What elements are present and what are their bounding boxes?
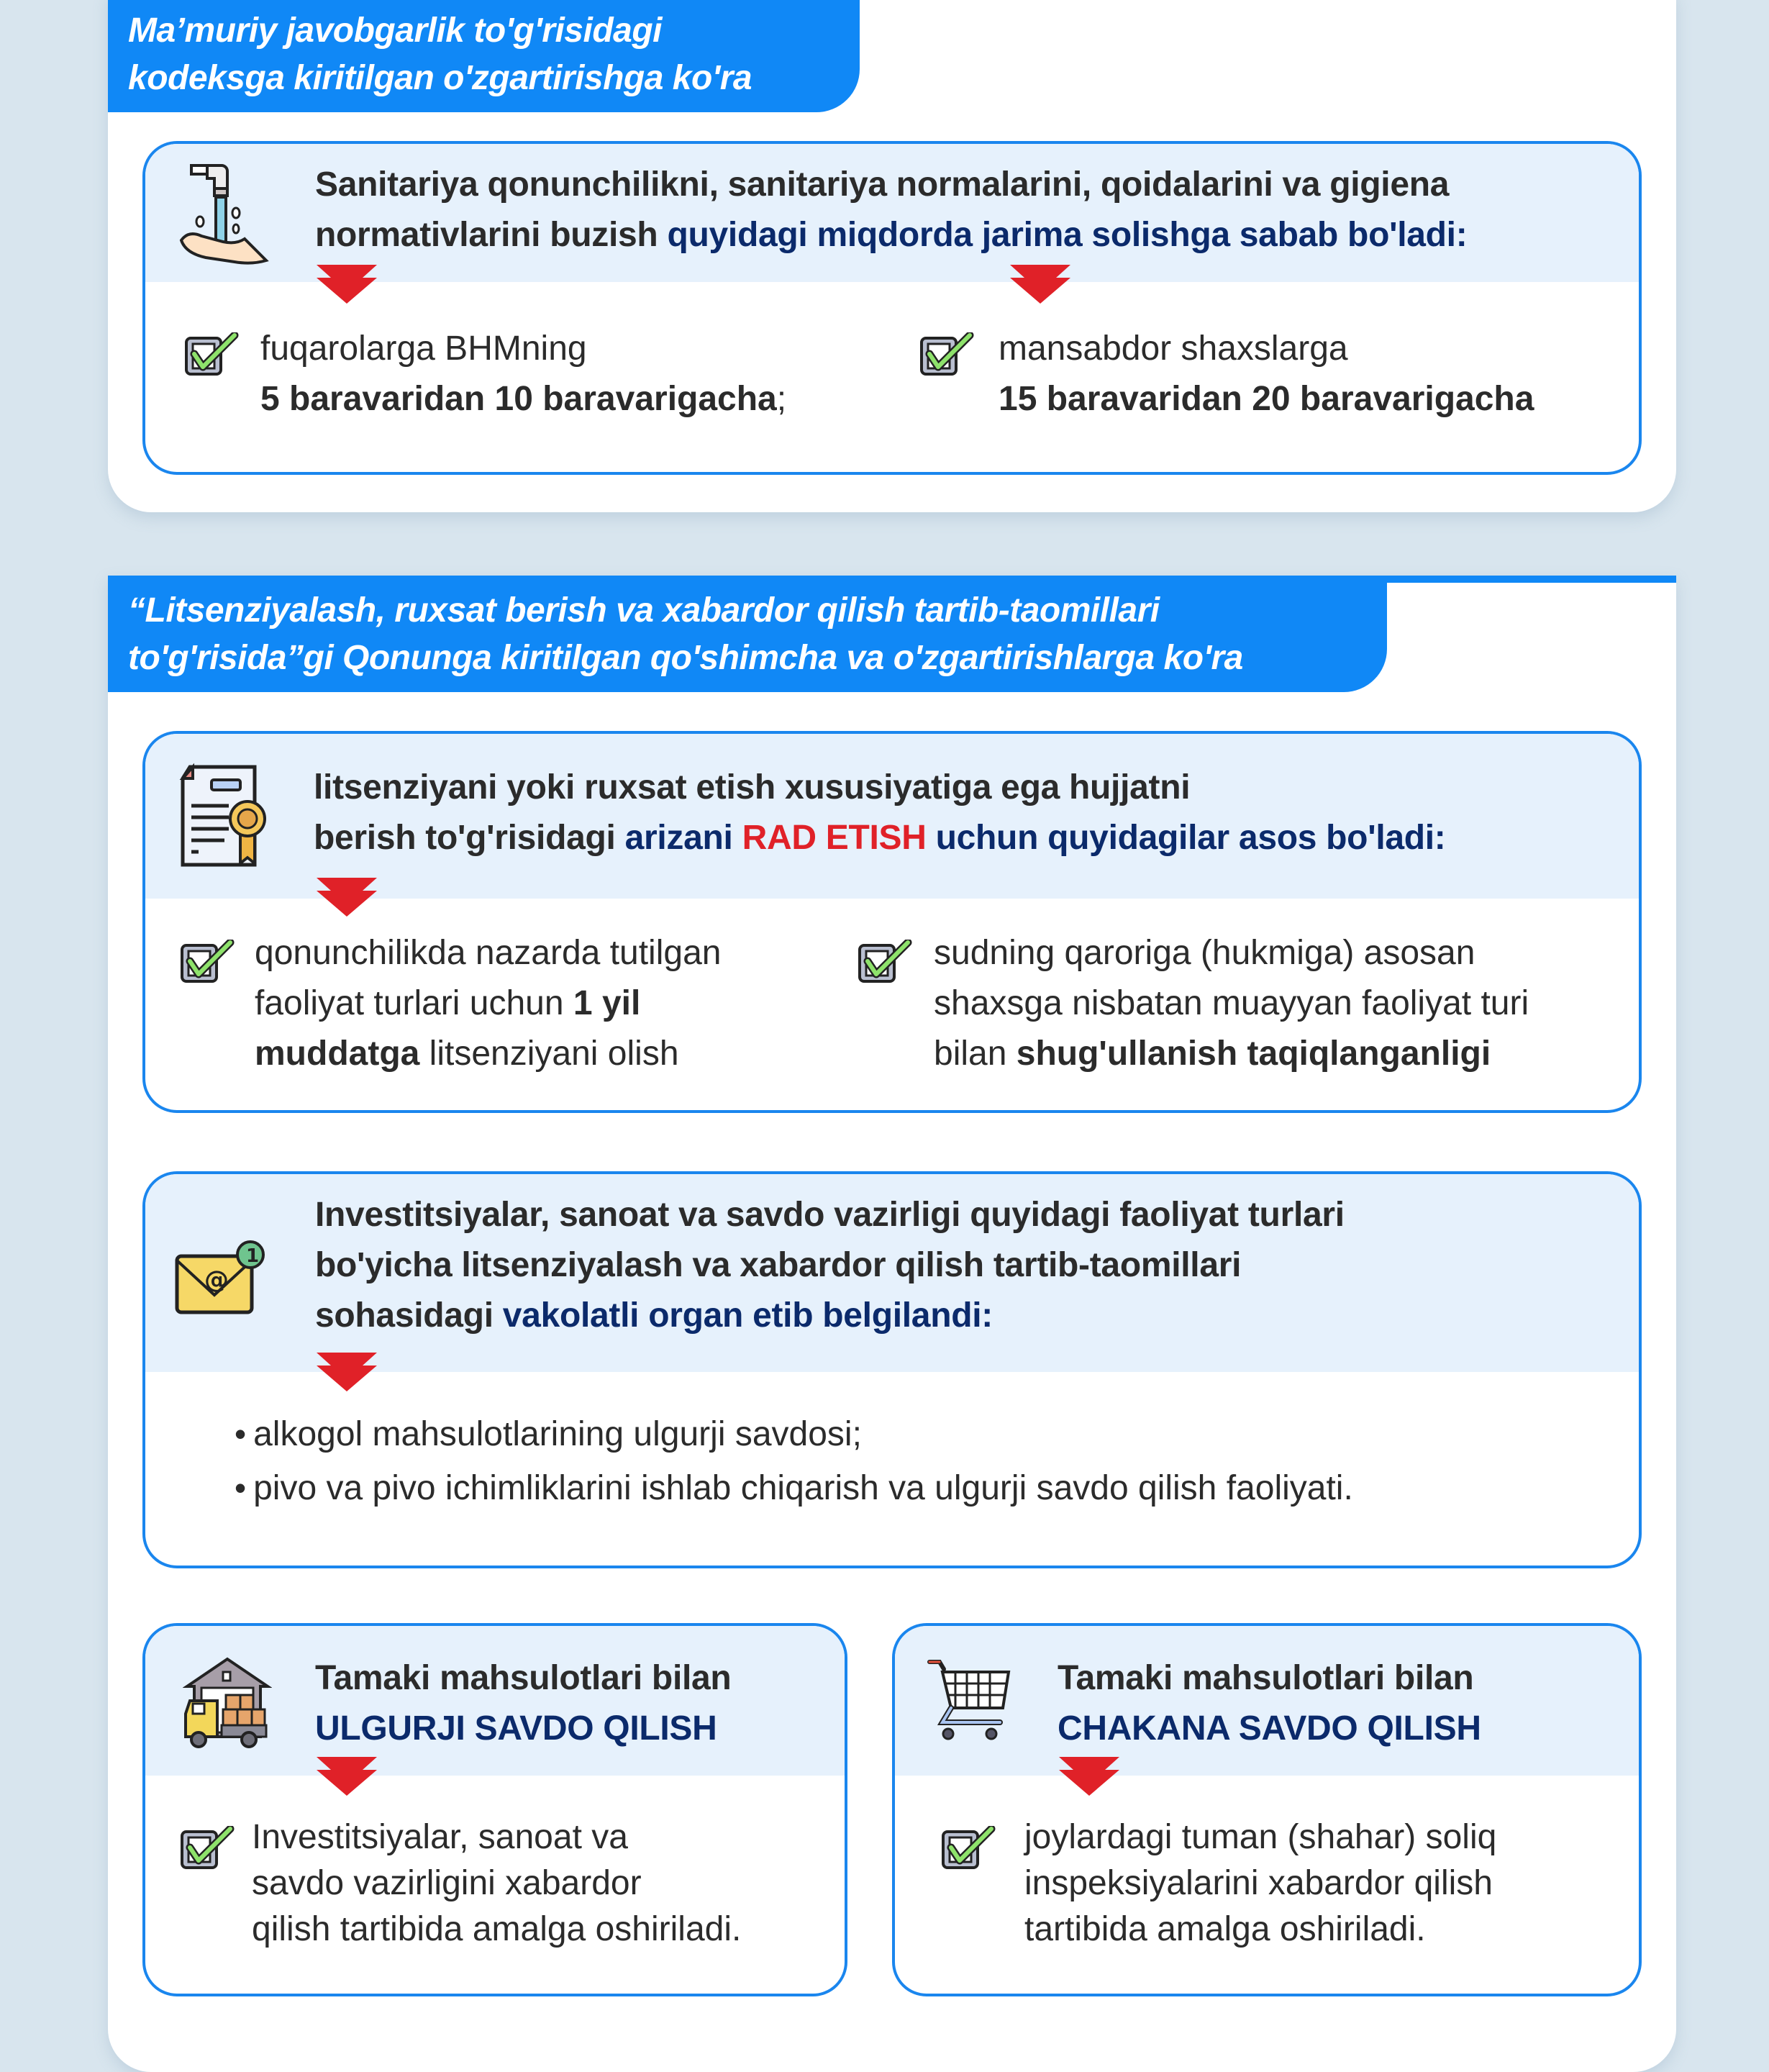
section-title-line2: to'g'risida”gi Qonunga kiritilgan qo'shimcha va o'zgartirishlarga ko'ra	[128, 639, 1243, 677]
license-refusal-card	[142, 731, 1642, 1113]
wholesale-procedure: Investitsiyalar, sanoat va savdo vazirligini xabardor qilish tartibida amalga oshiriladi.	[252, 1818, 742, 1948]
section-title-tab	[108, 580, 1387, 692]
card-heading: litsenziyani yoki ruxsat etish xususiyatiga ega hujjatni berish to'g'risidagi arizani RAD ETISH uchun quyidagilar asos bo'ladi:	[314, 768, 1446, 857]
hand-washing-icon	[176, 160, 270, 269]
down-arrow-icon	[317, 878, 377, 917]
card-heading: Investitsiyalar, sanoat va savdo vazirligi quyidagi faoliyat turlari bo'yicha litsenziyalash va xabardor qilish tartib-taomillari sohasidagi vakolatli organ etib belgilandi:	[315, 1196, 1345, 1335]
checkbox-checked-icon	[858, 940, 914, 984]
section-title-line1: “Litsenziyalash, ruxsat berish va xabardor qilish tartib-taomillari	[128, 591, 1160, 630]
section-administrative-code	[108, 0, 1676, 512]
section-licensing-law	[108, 576, 1676, 2072]
fine-citizens: fuqarolarga BHMning 5 baravaridan 10 baravarigacha;	[260, 330, 787, 418]
list-item: • alkogol mahsulotlarining ulgurji savdosi;	[235, 1407, 1353, 1461]
fine-officials: mansabdor shaxslarga 15 baravaridan 20 baravarigacha	[999, 330, 1534, 418]
authorized-body-card	[142, 1171, 1642, 1568]
activity-list	[235, 1407, 1353, 1515]
refusal-reason-1: qonunchilikda nazarda tutilgan faoliyat turlari uchun 1 yil muddatga litsenziyani olish	[255, 934, 722, 1073]
warehouse-truck-icon	[183, 1656, 272, 1750]
down-arrow-icon	[317, 1757, 377, 1796]
shopping-cart-icon	[927, 1658, 1013, 1744]
section-title-tab	[108, 0, 860, 112]
section-title-line1: Ma’muriy javobgarlik to'g'risidagi	[128, 12, 662, 50]
down-arrow-icon	[1010, 265, 1070, 304]
retail-procedure: joylardagi tuman (shahar) soliq inspeksiyalarini xabardor qilish tartibida amalga oshiriladi.	[1024, 1818, 1497, 1948]
checkbox-checked-icon	[919, 332, 976, 377]
certificate-document-icon	[174, 763, 275, 869]
tobacco-retail-card	[892, 1623, 1642, 1996]
checkbox-checked-icon	[180, 940, 236, 984]
refusal-reason-2: sudning qaroriga (hukmiga) asosan shaxsga nisbatan muayyan faoliyat turi bilan shug'ullanish taqiqlanganligi	[934, 934, 1529, 1073]
list-item: • pivo va pivo ichimliklarini ishlab chiqarish va ulgurji savdo qilish faoliyati.	[235, 1461, 1353, 1515]
tobacco-wholesale-card	[142, 1623, 847, 1996]
email-notification-icon	[173, 1239, 266, 1318]
checkbox-checked-icon	[184, 332, 240, 377]
checkbox-checked-icon	[941, 1826, 997, 1871]
down-arrow-icon	[1059, 1757, 1119, 1796]
card-heading: Tamaki mahsulotlari bilan CHAKANA SAVDO QILISH	[1058, 1659, 1481, 1748]
notification-badge: 1	[246, 1245, 260, 1267]
down-arrow-icon	[317, 265, 377, 304]
card-heading: Tamaki mahsulotlari bilan ULGURJI SAVDO QILISH	[315, 1659, 732, 1748]
section-title-line2: kodeksga kiritilgan o'zgartirishga ko'ra	[128, 59, 752, 97]
checkbox-checked-icon	[180, 1826, 236, 1871]
svg-text:@: @	[204, 1266, 229, 1294]
down-arrow-icon	[317, 1353, 377, 1391]
sanitary-fine-card	[142, 141, 1642, 475]
card-heading: Sanitariya qonunchilikni, sanitariya normalarini, qoidalarini va gigiena normativlarini buzish quyidagi miqdorda jarima solishga sabab bo'ladi:	[315, 165, 1468, 254]
